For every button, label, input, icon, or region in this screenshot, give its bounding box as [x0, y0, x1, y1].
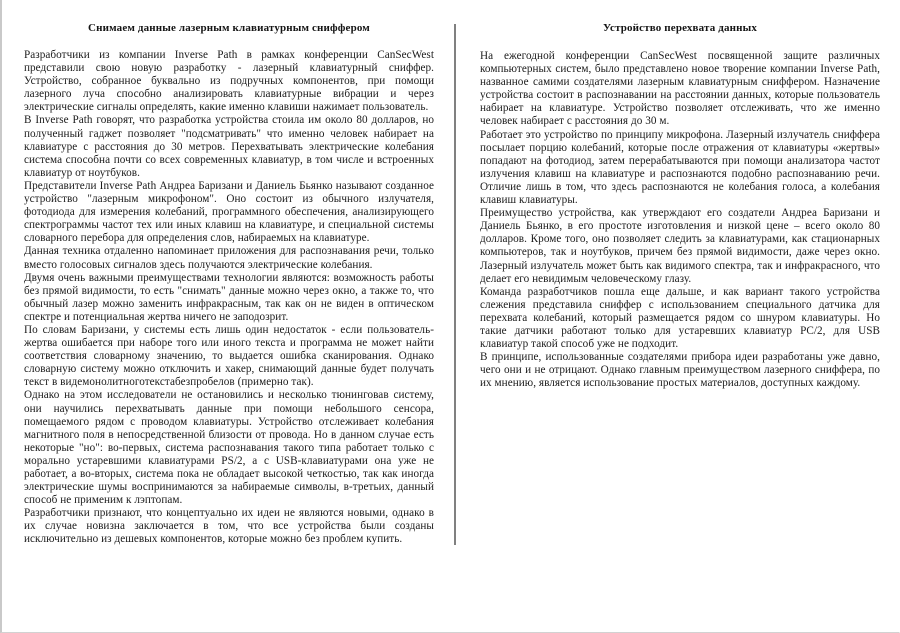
paragraph: Представители Inverse Path Андреа Баризани и Даниель Бьянко называют созданное устройство "лазерным микрофоном". Оно состоит из обычного излучателя, фотодиода для измерения колебаний, программного обеспечения, анализирующего спектрограммы частот тех или иных клавиш на клавиатуре, и специальной системы словарного перебора для определения слов, набираемых на клавиатуре.: [24, 179, 434, 245]
paragraph: По словам Баризани, у системы есть лишь один недостаток - если пользователь-жертва ошибается при наборе того или иного текста и программа не может найти соответствия словарному значению, то выдается ошибка сканирования. Однако словарную систему можно отключить и хакер, снимающий данные будет получать текст в видемонолитноготекстабезпробелов (примерно так).: [24, 323, 434, 389]
paragraph: На ежегодной конференции CanSecWest посвященной защите различных компьютерных систем, было представлено новое творение компании Inverse Path, названное самими создателями лазерным клавиатурным сниффером. Назначение устройства состоит в распознавании на расстоянии данных, которые пользователь набирает на клавиатуре. Устройство позволяет отслеживать, что же именно человек набирает с расстояния до 30 м.: [480, 50, 880, 128]
paragraph: В принципе, использованные создателями прибора идеи разработаны уже давно, чего они и не отрицают. Однако главным преимуществом лазерного сниффера, по их мнению, является использование простых материалов, доступных каждому.: [480, 351, 880, 390]
paragraph: Преимущество устройства, как утверждают его создатели Андреа Баризани и Даниель Бьянко, в его простоте изготовления и низкой цене – всего около 80 долларов. Кроме того, оно позволяет следить за клавиатурами, как стационарных компьютеров, так и ноутбуков, причем без прямой видимости, даже через окно. Лазерный излучатель может быть как видимого спектра, так и инфракрасного, что делает его невидимым человеческому глазу.: [480, 207, 880, 285]
paragraph: Данная техника отдаленно напоминает приложения для распознавания речи, только вместо голосовых сигналов здесь получаются электрические колебания.: [24, 245, 434, 271]
left-column: [2, 0, 452, 547]
paragraph: Двумя очень важными преимуществами технологии являются: возможность работы без прямой видимости, то есть "снимать" данные можно через окно, а также то, что обычный лазер можно заменить инфракрасным, так как он не виден в оптическом спектре и потенциальная жертва ничего не заподозрит.: [24, 271, 434, 323]
paragraph: Работает это устройство по принципу микрофона. Лазерный излучатель сниффера посылает порцию колебаний, которые после отражения от клавиатуры «жертвы» попадают на фотодиод, затем перерабатываются при помощи анализатора частот излучения клавиш на клавиатуре и распознаются подобно распознаванию речи. Отличие лишь в том, что здесь распознаются не колебания голоса, а колебания клавиш клавиатуры.: [480, 128, 880, 207]
paragraph: Разработчики признают, что концептуально их идеи не являются новыми, однако в их случае новизна заключается в том, что все устройства были созданы исключительно из дешевых компонентов, которые можно без проблем купить.: [24, 507, 434, 546]
right-column-title: Устройство перехвата данных: [603, 22, 757, 34]
right-column: [452, 0, 900, 390]
column-divider: [454, 24, 456, 545]
left-column-body: [24, 49, 434, 547]
paragraph: В Inverse Path говорят, что разработка устройства стоила им около 80 долларов, но полученный гаджет позволяет "подсматривать" что именно человек набирает на клавиатуре с расстояния до 30 метров. Перехватывать электрические колебания система способна почти со всех современных клавиатур, в том числе и встроенных клавиатур от ноутбуков.: [24, 114, 434, 179]
paragraph: Команда разработчиков пошла еще дальше, и как вариант такого устройства слежения представила сниффер с использованием специального датчика для перехвата колебаний, который размещается рядом со шнуром клавиатуры. Но такие датчики работают только для устаревших клавиатур PC/2, для USB клавиатур такой способ уже не подходит.: [480, 285, 880, 351]
right-column-body: [480, 50, 880, 390]
left-column-title: Снимаем данные лазерным клавиатурным сниффером: [88, 22, 370, 34]
paragraph: Однако на этом исследователи не остановились и несколько тюнинговав систему, они научились перехватывать данные при помощи небольшого сенсора, помещаемого рядом с проводом клавиатуры. Устройство отслеживает колебания магнитного поля в непосредственной близости от провода. Но в данном случае есть некоторые "но": во-первых, система распознавания такого типа работает только с морально устаревшими клавиатурами PS/2, а с USB-клавиатурами она уже не работает, а во-вторых, система пока не обладает высокой четкостью, так как иногда электрические шумы воспринимаются за набираемые символы, в-третьих, данный способ не применим к лэптопам.: [24, 389, 434, 507]
paragraph: Разработчики из компании Inverse Path в рамках конференции CanSecWest представили свою новую разработку - лазерный клавиатурный сниффер. Устройство, собранное буквально из подручных компонентов, при помощи лазерного луча способно анализировать клавиатурные вибрации и через электрические сигналы определять, какие именно клавиши нажимает пользователь.: [24, 49, 434, 114]
two-column-layout: [2, 0, 900, 633]
